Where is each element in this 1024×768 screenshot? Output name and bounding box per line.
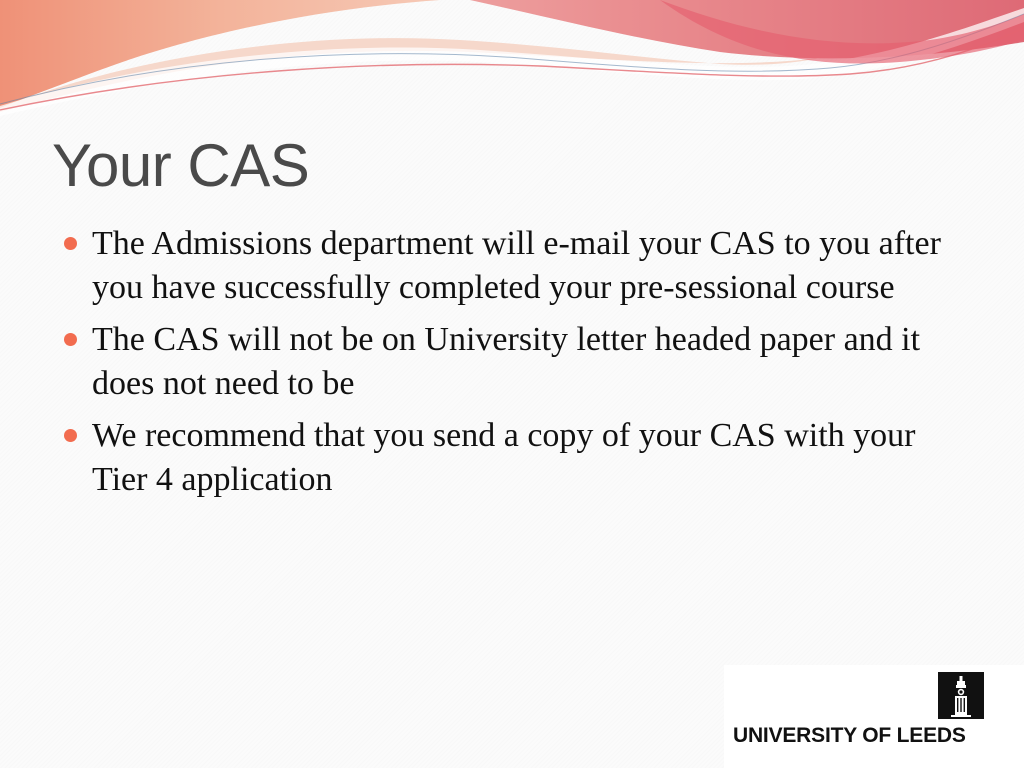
bullet-item	[62, 414, 962, 502]
bullet-dot-icon	[64, 237, 77, 250]
bullet-text: The Admissions department will e-mail your CAS to you after you have successfully completed your pre-sessional course	[92, 225, 941, 306]
logo-text: UNIVERSITY OF LEEDS	[733, 724, 966, 747]
bullet-item	[62, 318, 962, 406]
bullet-text: The CAS will not be on University letter headed paper and it does not need to be	[92, 321, 921, 402]
parkinson-tower-icon	[938, 672, 984, 719]
university-logo	[724, 665, 1024, 768]
bullet-text: We recommend that you send a copy of your CAS with your Tier 4 application	[92, 417, 916, 498]
bullet-list	[62, 222, 962, 510]
bullet-item	[62, 222, 962, 310]
slide-title: Your CAS	[52, 132, 310, 199]
bullet-dot-icon	[64, 333, 77, 346]
header-swoosh-decoration	[0, 0, 1024, 130]
bullet-dot-icon	[64, 429, 77, 442]
